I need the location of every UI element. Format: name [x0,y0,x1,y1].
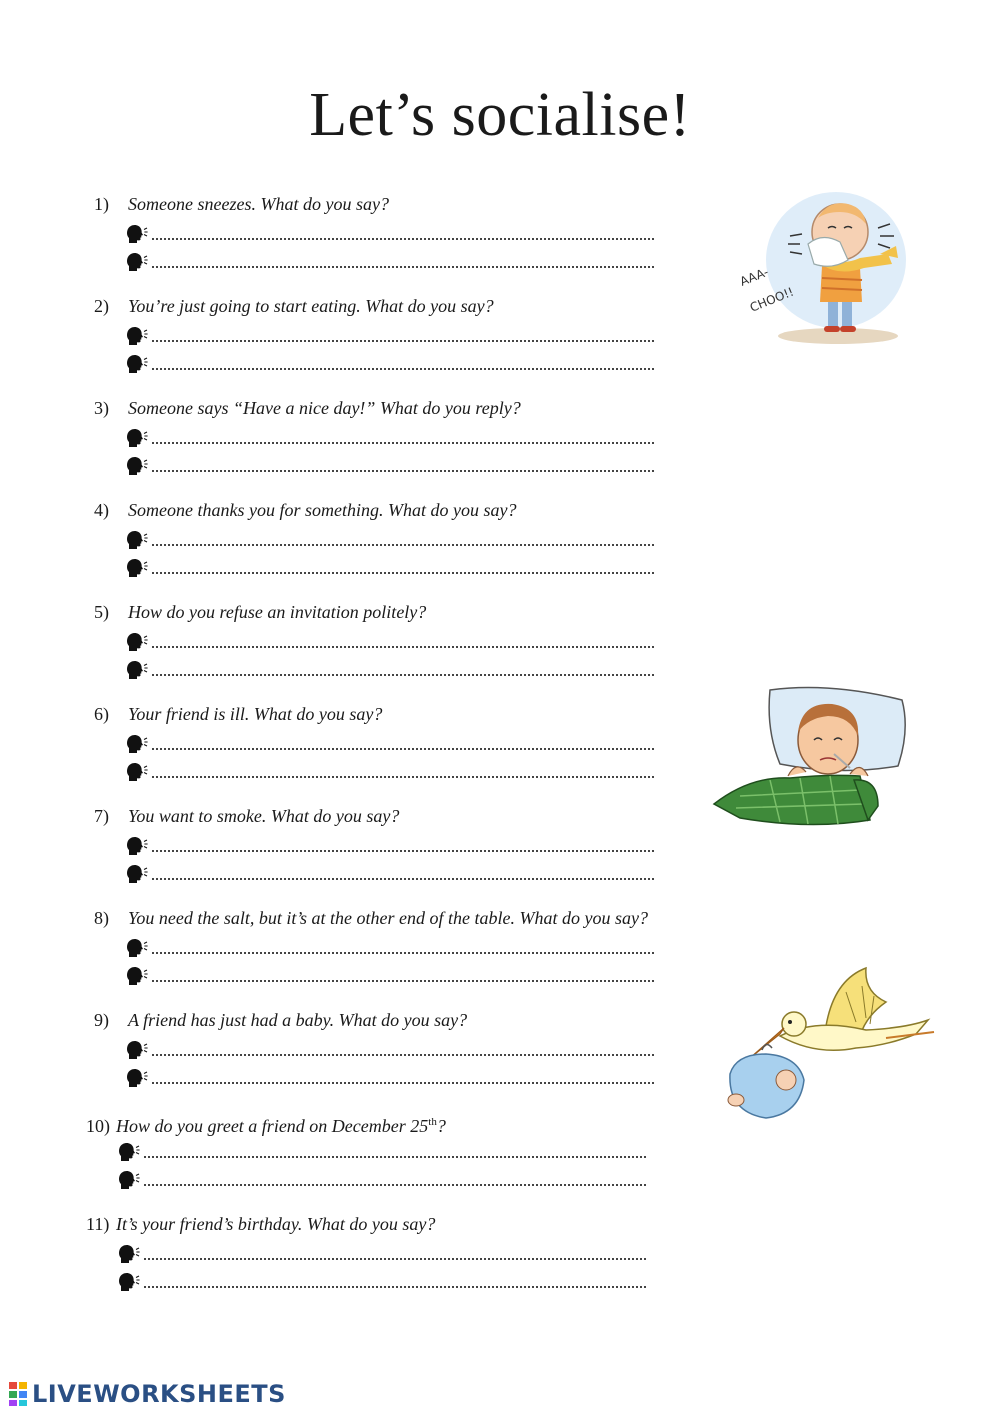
question-number: 10) [86,1116,110,1136]
answer-input[interactable] [144,1156,646,1158]
question-number: 11) [86,1214,110,1234]
question-prompt: You want to smoke. What do you say? [128,806,400,826]
speaking-head-icon [126,660,148,680]
question-6 [90,702,690,782]
answer-row [90,652,690,680]
speaking-head-icon [118,1272,140,1292]
answer-input[interactable] [152,674,654,676]
answer-input[interactable] [152,980,654,982]
liveworksheets-logo-icon [8,1381,28,1407]
question-prompt: You need the salt, but it’s at the other end of the table. What do you say? [128,908,648,928]
answer-row [90,726,690,754]
question-number: 7) [94,806,109,826]
footer-branding [8,1380,286,1408]
answer-input[interactable] [152,952,654,954]
answer-input[interactable] [144,1184,646,1186]
sneezing-boy-illustration [728,188,908,348]
answer-row [90,216,690,244]
ordinal-suffix: th [428,1116,437,1128]
answer-row [90,856,690,884]
speaking-head-icon [118,1244,140,1264]
question-number: 8) [94,908,109,928]
speaking-head-icon [126,864,148,884]
answer-input[interactable] [152,238,654,240]
speaking-head-icon [126,354,148,374]
question-number: 5) [94,602,109,622]
question-10 [86,1110,686,1190]
answer-row [90,624,690,652]
answer-row [90,550,690,578]
question-prompt: Someone sneezes. What do you say? [128,194,389,214]
speaking-head-icon [118,1170,140,1190]
question-text-row [86,1110,686,1134]
speaking-head-icon [126,836,148,856]
question-number: 6) [94,704,109,724]
question-4 [90,498,690,578]
answer-input[interactable] [152,1082,654,1084]
question-2 [90,294,690,374]
speaking-head-icon [118,1142,140,1162]
question-mark: ? [436,1116,446,1136]
question-prompt: Your friend is ill. What do you say? [128,704,383,724]
answer-input[interactable] [152,266,654,268]
answer-row [86,1236,686,1264]
question-prompt: Someone thanks you for something. What do you say? [128,500,517,520]
question-9 [90,1008,690,1088]
answer-input[interactable] [152,1054,654,1056]
question-number: 4) [94,500,109,520]
question-text-row [90,600,690,624]
speaking-head-icon [126,558,148,578]
speaking-head-icon [126,326,148,346]
answer-row [90,522,690,550]
question-text-row [90,1008,690,1032]
question-number: 2) [94,296,109,316]
speaking-head-icon [126,530,148,550]
answer-input[interactable] [152,748,654,750]
answer-row [90,346,690,374]
speaking-head-icon [126,734,148,754]
answer-input[interactable] [152,878,654,880]
sneeze-sound-text-2: CHOO!! [747,284,796,315]
question-prompt: You’re just going to start eating. What do you say? [128,296,494,316]
speaking-head-icon [126,938,148,958]
question-11 [86,1212,686,1292]
answer-row [86,1162,686,1190]
speaking-head-icon [126,456,148,476]
answer-input[interactable] [152,544,654,546]
answer-row [90,1060,690,1088]
question-text-row [90,906,690,930]
answer-row [86,1264,686,1292]
question-prompt: A friend has just had a baby. What do you say? [128,1010,468,1030]
answer-input[interactable] [152,340,654,342]
answer-input[interactable] [152,368,654,370]
question-prompt: It’s your friend’s birthday. What do you say? [116,1214,436,1234]
footer-brand-text: LIVEWORKSHEETS [32,1380,286,1408]
question-text-row [90,804,690,828]
question-text-row [86,1212,686,1236]
answer-row [90,318,690,346]
answer-input[interactable] [152,646,654,648]
answer-row [86,1134,686,1162]
answer-row [90,930,690,958]
answer-input[interactable] [152,850,654,852]
stork-with-baby-illustration [716,962,938,1134]
answer-input[interactable] [152,470,654,472]
question-text-row [90,396,690,420]
question-7 [90,804,690,884]
question-5 [90,600,690,680]
question-number: 9) [94,1010,109,1030]
question-prompt: How do you refuse an invitation politely? [128,602,427,622]
answer-input[interactable] [144,1258,646,1260]
question-text-row [90,192,690,216]
speaking-head-icon [126,224,148,244]
speaking-head-icon [126,1040,148,1060]
speaking-head-icon [126,632,148,652]
question-3 [90,396,690,476]
answer-row [90,754,690,782]
question-number: 3) [94,398,109,418]
question-text-row [90,498,690,522]
answer-input[interactable] [152,572,654,574]
answer-input[interactable] [152,442,654,444]
question-1 [90,192,690,272]
answer-row [90,448,690,476]
answer-input[interactable] [144,1286,646,1288]
answer-row [90,244,690,272]
question-text-row [90,702,690,726]
answer-row [90,958,690,986]
answer-row [90,420,690,448]
speaking-head-icon [126,428,148,448]
speaking-head-icon [126,966,148,986]
question-8 [90,906,690,986]
question-prompt: How do you greet a friend on December 25 [116,1116,429,1136]
sneeze-sound-text-1: AAA- [737,264,771,289]
answer-row [90,828,690,856]
answer-row [90,1032,690,1060]
question-text-row [90,294,690,318]
page-title: Let’s socialise! [309,81,691,149]
question-number: 1) [94,194,109,214]
speaking-head-icon [126,762,148,782]
speaking-head-icon [126,252,148,272]
speaking-head-icon [126,1068,148,1088]
sick-boy-in-bed-illustration [710,680,910,830]
question-prompt: Someone says “Have a nice day!” What do you reply? [128,398,521,418]
answer-input[interactable] [152,776,654,778]
